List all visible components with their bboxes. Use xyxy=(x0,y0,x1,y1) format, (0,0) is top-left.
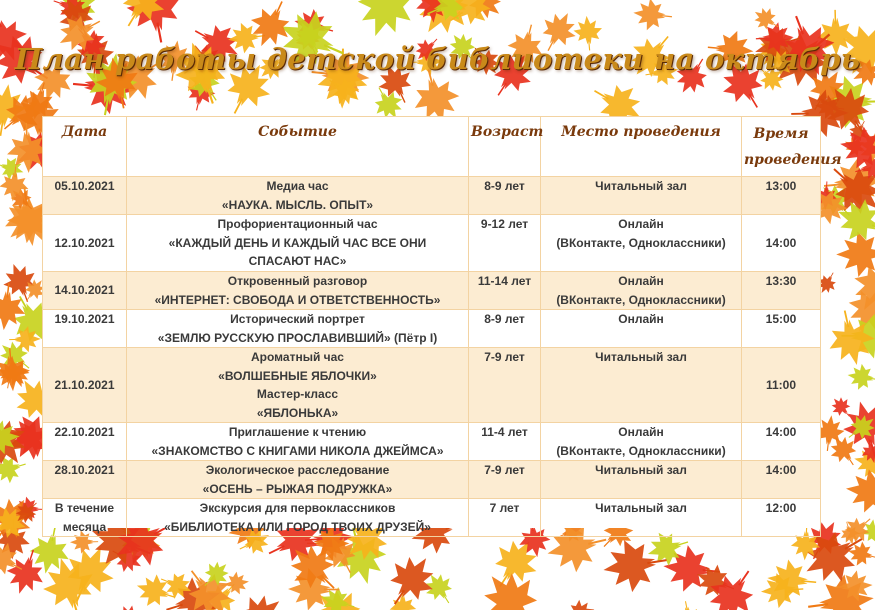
header-time: Время проведения xyxy=(742,117,821,177)
table-row xyxy=(43,499,821,537)
cell-event-line: «ЗЕМЛЮ РУССКУЮ ПРОСЛАВИВШИЙ» (Пётр I) xyxy=(157,330,438,345)
cell-place xyxy=(541,272,742,310)
cell-event-line: Экскурсия для первоклассников xyxy=(199,501,396,515)
maple-leaf-icon xyxy=(110,600,149,610)
cell-place xyxy=(541,310,742,348)
table-row xyxy=(43,423,821,461)
cell-age: 11-4 лет xyxy=(469,423,541,461)
cell-event xyxy=(127,310,469,348)
cell-time: 14:00 xyxy=(742,423,821,461)
cell-place-line: Читальный зал xyxy=(595,463,687,477)
maple-leaf-icon xyxy=(846,362,875,393)
cell-time: 11:00 xyxy=(742,348,821,423)
cell-event xyxy=(127,423,469,461)
cell-event-line: «ЯБЛОНЬКА» xyxy=(256,405,339,420)
cell-event-line: Медиа час xyxy=(266,179,329,193)
cell-event-line: Ароматный час xyxy=(251,350,344,364)
cell-event xyxy=(127,499,469,537)
cell-event xyxy=(127,177,469,215)
cell-event-line: «ВОЛШЕБНЫЕ ЯБЛОЧКИ» xyxy=(218,368,377,383)
cell-place-line: (ВКонтакте, Одноклассники) xyxy=(556,292,726,307)
maple-leaf-icon xyxy=(561,597,598,610)
maple-leaf-icon xyxy=(672,599,704,610)
maple-leaf-icon xyxy=(349,0,425,46)
cell-age: 9-12 лет xyxy=(469,215,541,272)
cell-place-line: Онлайн xyxy=(618,274,664,288)
cell-place xyxy=(541,461,742,499)
cell-date: 22.10.2021 xyxy=(43,423,127,461)
table-row xyxy=(43,177,821,215)
header-age: Возраст xyxy=(469,117,541,177)
cell-event-line: Мастер-класс xyxy=(256,387,339,401)
cell-event-line: Экологическое расследование xyxy=(205,463,390,477)
cell-event xyxy=(127,215,469,272)
page-title: План работы детской библиотеки на октябрь xyxy=(14,42,861,76)
table-row xyxy=(43,215,821,272)
cell-place-line: Онлайн xyxy=(618,217,664,231)
cell-date: 21.10.2021 xyxy=(43,348,127,423)
cell-age: 8-9 лет xyxy=(469,177,541,215)
cell-place-line: (ВКонтакте, Одноклассники) xyxy=(556,443,726,458)
cell-place xyxy=(541,177,742,215)
cell-event-line: «БИБЛИОТЕКА ИЛИ ГОРОД ТВОИХ ДРУЗЕЙ» xyxy=(164,519,431,534)
cell-place-line: Читальный зал xyxy=(595,501,687,515)
header-place: Место проведения xyxy=(541,117,742,177)
maple-leaf-icon xyxy=(844,467,875,516)
cell-time: 13:00 xyxy=(742,177,821,215)
cell-place-line: Читальный зал xyxy=(595,350,687,364)
cell-event-line: Откровенный разговор xyxy=(227,274,368,288)
cell-event-line: «КАЖДЫЙ ДЕНЬ И КАЖДЫЙ ЧАС ВСЕ ОНИ xyxy=(168,235,427,250)
table-row xyxy=(43,348,821,423)
cell-event xyxy=(127,348,469,423)
cell-time: 14:00 xyxy=(742,215,821,272)
cell-time: 14:00 xyxy=(742,461,821,499)
cell-event xyxy=(127,461,469,499)
cell-date: 14.10.2021 xyxy=(43,272,127,310)
cell-event-line: СПАСАЮТ НАС» xyxy=(248,254,347,268)
cell-date: В течение месяца xyxy=(43,499,127,537)
cell-date: 28.10.2021 xyxy=(43,461,127,499)
cell-event-line: Приглашение к чтению xyxy=(228,425,367,439)
cell-age: 7-9 лет xyxy=(469,348,541,423)
header-event: Событие xyxy=(127,117,469,177)
maple-leaf-icon xyxy=(632,0,674,33)
cell-time: 15:00 xyxy=(742,310,821,348)
table-row xyxy=(43,310,821,348)
cell-age: 7 лет xyxy=(469,499,541,537)
schedule-table xyxy=(42,116,842,537)
cell-event-line: «ИНТЕРНЕТ: СВОБОДА И ОТВЕТСТВЕННОСТЬ» xyxy=(154,292,441,307)
cell-event-line: «НАУКА. МЫСЛЬ. ОПЫТ» xyxy=(221,197,374,212)
header-date: Дата xyxy=(43,117,127,177)
cell-place xyxy=(541,423,742,461)
cell-event-line: «ЗНАКОМСТВО С КНИГАМИ НИКОЛА ДЖЕЙМСА» xyxy=(151,443,444,458)
cell-date: 05.10.2021 xyxy=(43,177,127,215)
cell-age: 11-14 лет xyxy=(469,272,541,310)
cell-place-line: (ВКонтакте, Одноклассники) xyxy=(556,235,726,250)
cell-date: 12.10.2021 xyxy=(43,215,127,272)
cell-place-line: Онлайн xyxy=(618,425,664,439)
cell-event-line: Исторический портрет xyxy=(230,312,365,326)
table-row xyxy=(43,461,821,499)
cell-age: 8-9 лет xyxy=(469,310,541,348)
cell-event xyxy=(127,272,469,310)
table-header-row xyxy=(43,117,821,177)
cell-place-line: Онлайн xyxy=(618,312,664,326)
cell-event-line: «ОСЕНЬ – РЫЖАЯ ПОДРУЖКА» xyxy=(202,481,393,496)
cell-place xyxy=(541,215,742,272)
cell-time: 12:00 xyxy=(742,499,821,537)
cell-date: 19.10.2021 xyxy=(43,310,127,348)
cell-place-line: Читальный зал xyxy=(595,179,687,193)
cell-place xyxy=(541,348,742,423)
cell-age: 7-9 лет xyxy=(469,461,541,499)
cell-place xyxy=(541,499,742,537)
cell-time: 13:30 xyxy=(742,272,821,310)
schedule-sheet xyxy=(42,116,842,534)
table-row xyxy=(43,272,821,310)
cell-event-line: Профориентационный час xyxy=(217,217,378,231)
